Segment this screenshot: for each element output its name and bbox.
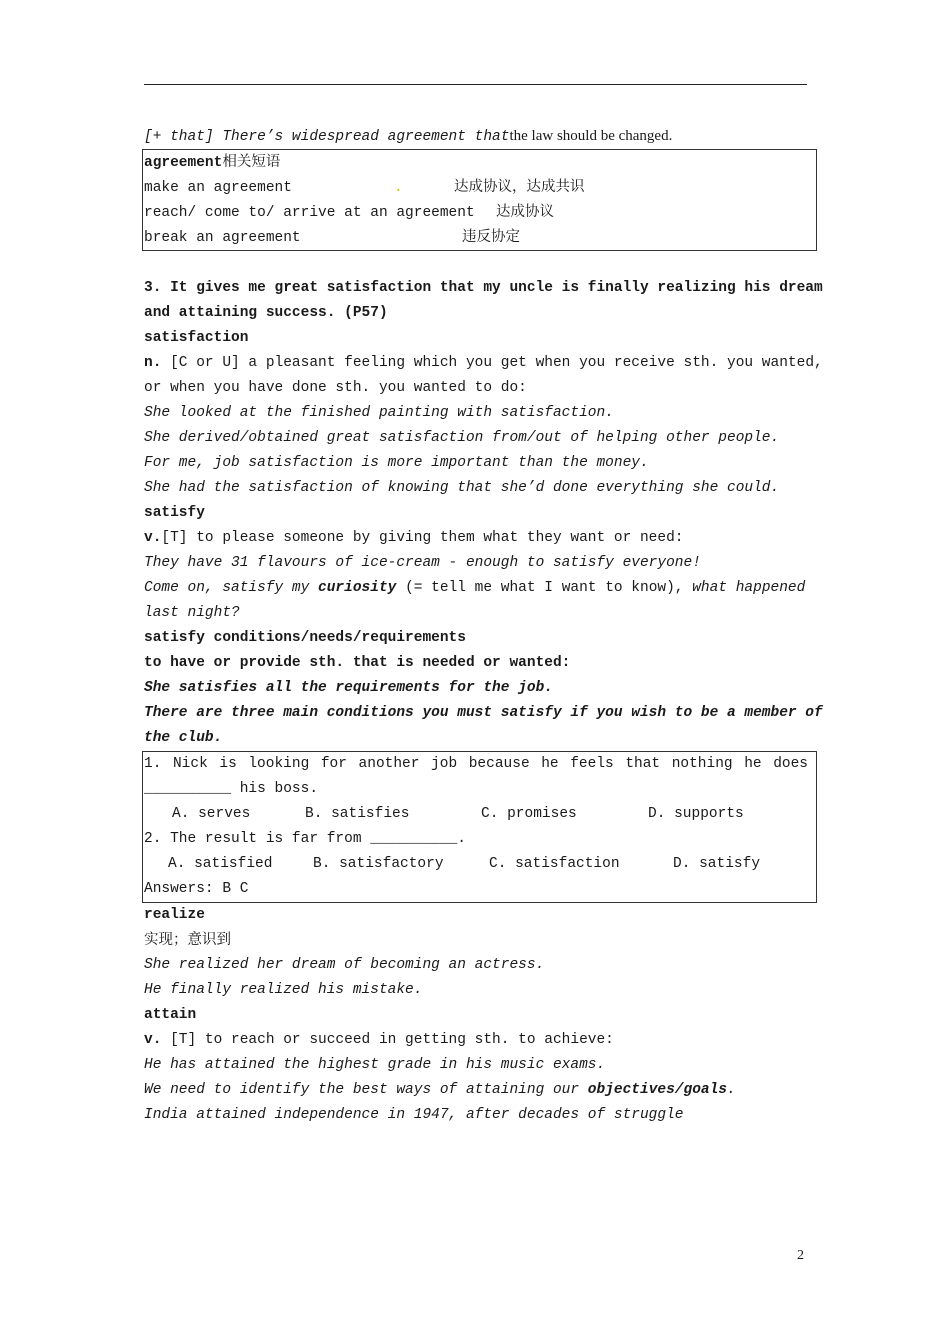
satisfaction-headword: satisfaction: [144, 330, 249, 346]
realize-example: She realized her dream of becoming an actress.: [144, 957, 545, 973]
attain-def: [144, 1028, 810, 1053]
satisfy-ex2-curiosity: curiosity: [318, 580, 397, 596]
exercise-option: B. satisfies: [305, 806, 410, 822]
realize-cn: 实现；意识到: [144, 932, 231, 948]
satisfy-phrase-example-2-cont: the club.: [144, 730, 223, 746]
header-rule: [144, 84, 807, 85]
agreement-row-en: break an agreement: [144, 230, 301, 246]
agreement-row-en: reach/ come to/ arrive at an agreement: [144, 205, 475, 221]
page-number: 2: [797, 1248, 804, 1263]
satisfy-ex2-c: (= tell me what I want to know),: [405, 580, 684, 596]
attain-example-3: India attained independence in 1947, after decades of struggle: [144, 1107, 684, 1123]
exercise-q1-line1: [144, 752, 816, 777]
satisfy-phrase-example-1: She satisfies all the requirements for the job.: [144, 680, 553, 696]
satisfy-ex2-d: what happened: [692, 580, 806, 596]
realize-example: He finally realized his mistake.: [144, 982, 423, 998]
sentence3-line2: and attaining success. (P57): [144, 305, 388, 321]
satisfy-pos: v.: [144, 530, 162, 546]
satisfy-phrase-def: to have or provide sth. that is needed or wanted:: [144, 655, 571, 671]
satisfy-example-2-cont: last night?: [144, 605, 240, 621]
intro-serif: the law should be changed.: [509, 128, 673, 144]
satisfaction-example: She had the satisfaction of knowing that she’d done everything she could.: [144, 480, 780, 496]
agreement-row-cn: 违反协定: [462, 229, 520, 245]
exercise-q2-options: [144, 852, 816, 877]
satisfy-def: [144, 526, 810, 551]
attain-headword: attain: [144, 1007, 197, 1023]
exercise-q2-stem: 2. The result is far from __________.: [144, 831, 466, 847]
exercise-box: [142, 751, 817, 903]
agreement-row: make an agreement . 达成协议，达成共识: [144, 175, 816, 200]
agreement-heading-word: agreement: [144, 155, 223, 171]
agreement-row-cn: 达成协议: [496, 204, 554, 220]
exercise-q1-word: does: [773, 756, 808, 772]
agreement-row: [144, 225, 816, 250]
satisfaction-def1-text: [C or U] a pleasant feeling which you get when you receive sth. you wanted,: [170, 355, 823, 371]
attain-example-1: He has attained the highest grade in his music exams.: [144, 1057, 606, 1073]
exercise-q1-word: nothing: [671, 756, 733, 772]
exercise-answers: Answers: B C: [144, 881, 249, 897]
satisfaction-def1: [144, 351, 823, 376]
satisfy-phrase: satisfy conditions/needs/requirements: [144, 630, 466, 646]
agreement-row-en: make an agreement: [144, 180, 292, 196]
intro-line: [144, 124, 810, 149]
exercise-q1-word: job: [431, 756, 458, 772]
exercise-option: A. satisfied: [168, 856, 273, 872]
attain-def-text: [T] to reach or succeed in getting sth. to achieve:: [170, 1032, 614, 1048]
attain-ex2-c: .: [727, 1082, 736, 1098]
attain-pos: v.: [144, 1032, 162, 1048]
document-body: [144, 124, 823, 1128]
satisfaction-example: She derived/obtained great satisfaction from/out of helping other people.: [144, 430, 780, 446]
satisfy-example-2: [144, 576, 810, 601]
satisfaction-example: She looked at the finished painting with satisfaction.: [144, 405, 614, 421]
satisfy-headword: satisfy: [144, 505, 205, 521]
exercise-q1-word: another: [358, 756, 420, 772]
exercise-q1-word: that: [625, 756, 661, 772]
attain-ex2-a: We need to identify the best ways of attaining our: [144, 1082, 580, 1098]
satisfaction-pos: n.: [144, 355, 162, 371]
agreement-row: [144, 200, 816, 225]
agreement-row-cn: 达成协议，达成共识: [454, 179, 585, 195]
realize-headword: realize: [144, 907, 205, 923]
agreement-phrases-box: [142, 149, 817, 251]
attain-example-2: [144, 1078, 810, 1103]
exercise-q1-word: 1.: [144, 756, 162, 772]
agreement-heading-cn: 相关短语: [222, 154, 281, 170]
satisfaction-example: For me, job satisfaction is more important than the money.: [144, 455, 649, 471]
satisfy-ex2-a: Come on, satisfy my: [144, 580, 310, 596]
exercise-q1-word: he: [541, 756, 559, 772]
exercise-q1-word: is: [219, 756, 237, 772]
intro-italic: [+ that] There’s widespread agreement that: [144, 129, 510, 145]
exercise-option: D. satisfy: [673, 856, 761, 872]
satisfaction-def2: or when you have done sth. you wanted to do:: [144, 380, 527, 396]
exercise-option: A. serves: [172, 806, 251, 822]
attain-ex2-goals: objectives/goals: [587, 1082, 728, 1098]
exercise-q1-word: because: [468, 756, 530, 772]
satisfy-phrase-example-2: There are three main conditions you must satisfy if you wish to be a member of: [144, 705, 823, 721]
exercise-q1-word: for: [320, 756, 347, 772]
sentence3-line1: 3. It gives me great satisfaction that my uncle is finally realizing his dream: [144, 280, 823, 296]
exercise-option: C. promises: [481, 806, 577, 822]
satisfy-def-text: [T] to please someone by giving them what they want or need:: [161, 530, 684, 546]
exercise-q1-options: [144, 802, 816, 827]
exercise-q1-line2: __________ his boss.: [144, 781, 319, 797]
exercise-q1-word: looking: [248, 756, 310, 772]
satisfy-example-1: They have 31 flavours of ice-cream - enough to satisfy everyone!: [144, 555, 701, 571]
exercise-option: C. satisfaction: [489, 856, 620, 872]
exercise-q1-word: Nick: [172, 756, 208, 772]
exercise-q1-word: he: [744, 756, 762, 772]
exercise-option: D. supports: [648, 806, 744, 822]
exercise-q1-word: feels: [570, 756, 614, 772]
exercise-option: B. satisfactory: [313, 856, 444, 872]
